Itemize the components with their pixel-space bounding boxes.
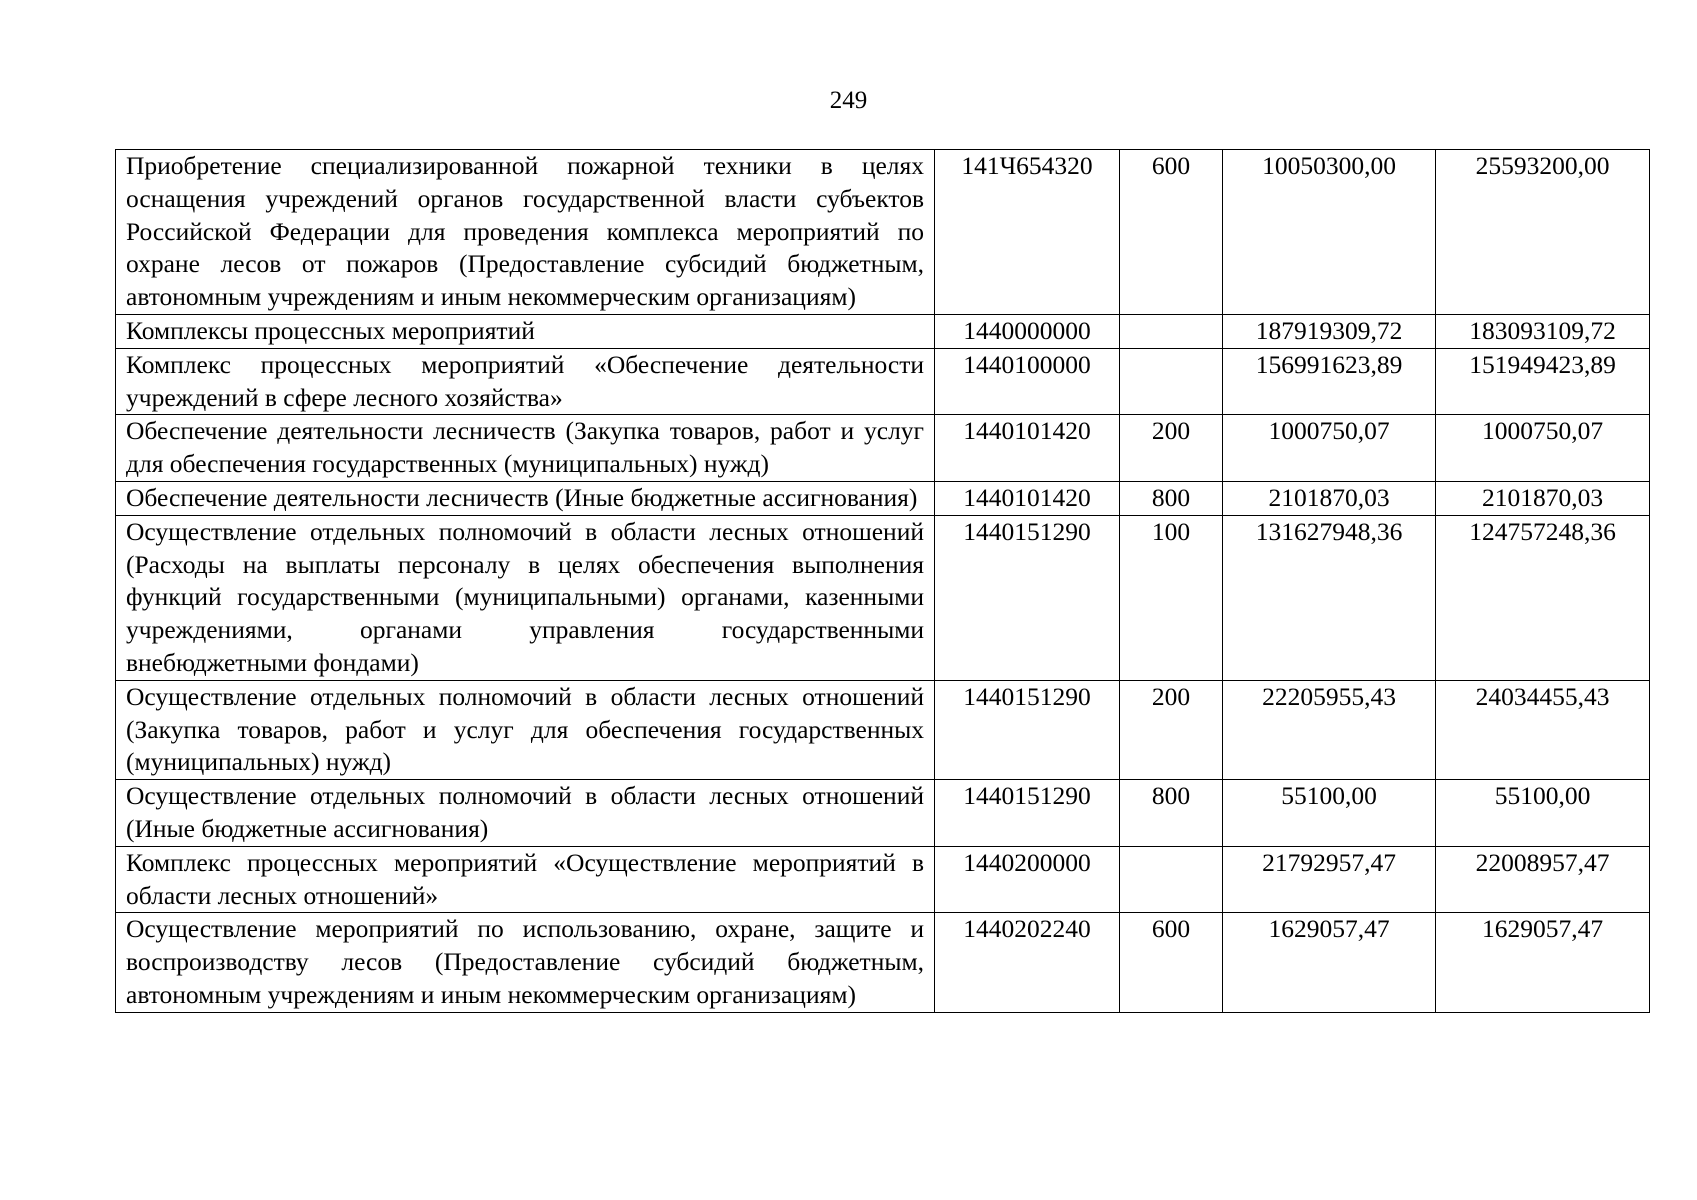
- row-target-article-code: 1440151290: [935, 680, 1120, 779]
- row-expense-type-code: 100: [1120, 515, 1223, 680]
- row-name: Комплексы процессных мероприятий: [116, 314, 935, 348]
- row-target-article-code: 1440101420: [935, 481, 1120, 515]
- row-amount-second-year: 124757248,36: [1436, 515, 1650, 680]
- row-amount-second-year: 1629057,47: [1436, 913, 1650, 1012]
- row-expense-type-code: 600: [1120, 150, 1223, 315]
- table-row: [116, 150, 1650, 315]
- row-target-article-code: 1440151290: [935, 515, 1120, 680]
- row-expense-type-code: 800: [1120, 780, 1223, 847]
- row-target-article-code: 1440101420: [935, 415, 1120, 482]
- row-expense-type-code: [1120, 314, 1223, 348]
- row-name: Комплекс процессных мероприятий «Осуществление мероприятий в области лесных отношений»: [116, 846, 935, 913]
- row-name: Обеспечение деятельности лесничеств (Иные бюджетные ассигнования): [116, 481, 935, 515]
- row-expense-type-code: [1120, 846, 1223, 913]
- row-target-article-code: 1440000000: [935, 314, 1120, 348]
- table-row: [116, 515, 1650, 680]
- row-expense-type-code: [1120, 348, 1223, 415]
- row-expense-type-code: 200: [1120, 415, 1223, 482]
- row-amount-first-year: 187919309,72: [1223, 314, 1436, 348]
- row-amount-second-year: 1000750,07: [1436, 415, 1650, 482]
- row-amount-first-year: 1629057,47: [1223, 913, 1436, 1012]
- row-amount-second-year: 55100,00: [1436, 780, 1650, 847]
- row-amount-second-year: 25593200,00: [1436, 150, 1650, 315]
- row-name: Осуществление отдельных полномочий в области лесных отношений (Иные бюджетные ассигнования): [116, 780, 935, 847]
- row-target-article-code: 1440100000: [935, 348, 1120, 415]
- row-amount-second-year: 2101870,03: [1436, 481, 1650, 515]
- table-row: [116, 415, 1650, 482]
- row-amount-first-year: 156991623,89: [1223, 348, 1436, 415]
- row-name: Обеспечение деятельности лесничеств (Закупка товаров, работ и услуг для обеспечения государственных (муниципальных) нужд): [116, 415, 935, 482]
- row-target-article-code: 1440151290: [935, 780, 1120, 847]
- row-name: Приобретение специализированной пожарной техники в целях оснащения учреждений органов государственной власти субъектов Российской Федерации для проведения комплекса мероприятий по охране лесов от пожаров (Предоставление субсидий бюджетным, автономным учреждениям и иным некоммерческим организациям): [116, 150, 935, 315]
- row-name: Комплекс процессных мероприятий «Обеспечение деятельности учреждений в сфере лесного хозяйства»: [116, 348, 935, 415]
- row-expense-type-code: 200: [1120, 680, 1223, 779]
- table-row: [116, 680, 1650, 779]
- row-amount-second-year: 183093109,72: [1436, 314, 1650, 348]
- row-amount-second-year: 151949423,89: [1436, 348, 1650, 415]
- row-name: Осуществление отдельных полномочий в области лесных отношений (Расходы на выплаты персоналу в целях обеспечения выполнения функций государственными (муниципальными) органами, казенными учреждениями, органами управления государственными внебюджетными фондами): [116, 515, 935, 680]
- row-target-article-code: 1440202240: [935, 913, 1120, 1012]
- row-name: Осуществление мероприятий по использованию, охране, защите и воспроизводству лесов (Предоставление субсидий бюджетным, автономным учреждениям и иным некоммерческим организациям): [116, 913, 935, 1012]
- table-row: [116, 348, 1650, 415]
- table-row: [116, 314, 1650, 348]
- table-row: [116, 481, 1650, 515]
- row-target-article-code: 1440200000: [935, 846, 1120, 913]
- row-amount-first-year: 1000750,07: [1223, 415, 1436, 482]
- row-amount-second-year: 24034455,43: [1436, 680, 1650, 779]
- row-amount-second-year: 22008957,47: [1436, 846, 1650, 913]
- row-expense-type-code: 800: [1120, 481, 1223, 515]
- row-amount-first-year: 21792957,47: [1223, 846, 1436, 913]
- table-row: [116, 913, 1650, 1012]
- row-amount-first-year: 22205955,43: [1223, 680, 1436, 779]
- row-name: Осуществление отдельных полномочий в области лесных отношений (Закупка товаров, работ и услуг для обеспечения государственных (муниципальных) нужд): [116, 680, 935, 779]
- row-amount-first-year: 2101870,03: [1223, 481, 1436, 515]
- row-amount-first-year: 10050300,00: [1223, 150, 1436, 315]
- page-number: 249: [829, 87, 868, 114]
- table-row: [116, 846, 1650, 913]
- row-target-article-code: 141Ч654320: [935, 150, 1120, 315]
- row-amount-first-year: 55100,00: [1223, 780, 1436, 847]
- table-row: [116, 780, 1650, 847]
- row-amount-first-year: 131627948,36: [1223, 515, 1436, 680]
- row-expense-type-code: 600: [1120, 913, 1223, 1012]
- budget-table: [115, 149, 1650, 1013]
